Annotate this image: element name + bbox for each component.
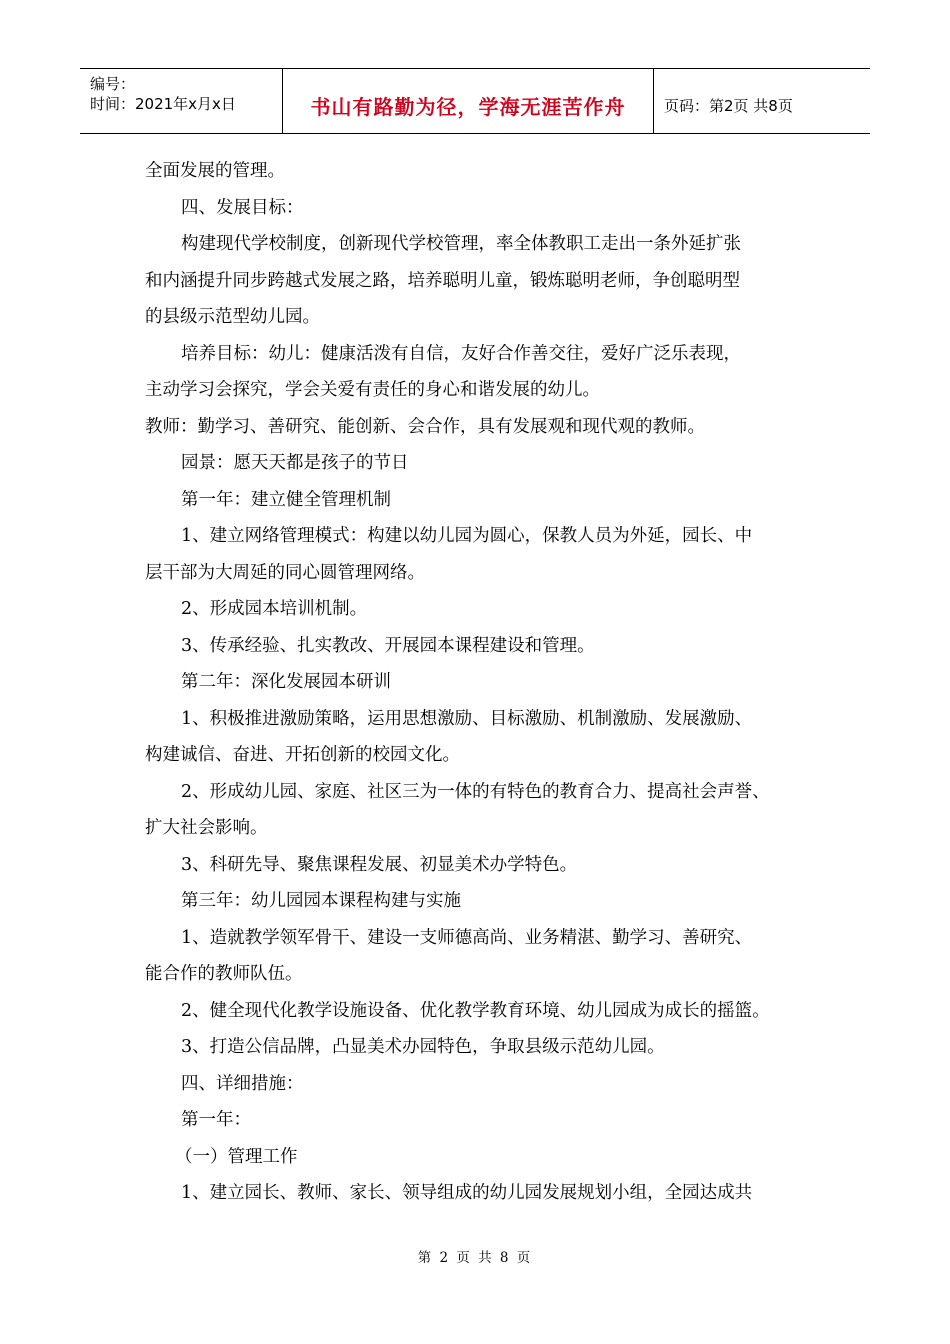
body-line: 2、形成园本培训机制。	[181, 599, 368, 619]
body-line: 1、造就教学领军骨干、建设一支师德高尚、业务精湛、勤学习、善研究、	[181, 927, 753, 948]
subsection-heading: （一）管理工作	[175, 1146, 298, 1167]
section-heading: 四、发展目标：	[181, 197, 304, 218]
body-line: 层干部为大周延的同心圆管理网络。	[145, 562, 425, 583]
body-line: 和内涵提升同步跨越式发展之路，培养聪明儿童，锻炼聪明老师，争创聪明型	[145, 270, 740, 291]
body-line: 2、健全现代化教学设施设备、优化教学教育环境、幼儿园成为成长的摇篮。	[181, 1000, 770, 1021]
serial-number-label: 编号：	[90, 75, 136, 93]
body-line: 构建诚信、奋进、开拓创新的校园文化。	[145, 745, 460, 765]
body-line: 的县级示范型幼儿园。	[145, 307, 320, 327]
date-label: 时间：2021年x月x日	[90, 95, 236, 113]
body-line: 全面发展的管理。	[145, 161, 285, 181]
body-line: 园景：愿天天都是孩子的节日	[181, 453, 409, 473]
header-meta	[80, 69, 282, 133]
body-line: 1、积极推进激励策略，运用思想激励、目标激励、机制激励、发展激励、	[181, 708, 753, 729]
header-motto: 书山有路勤为径，学海无涯苦作舟	[282, 69, 654, 133]
subsection-heading: 第一年：建立健全管理机制	[181, 489, 391, 510]
body-line: 1、建立网络管理模式：构建以幼儿园为圆心，保教人员为外延，园长、中	[181, 526, 753, 546]
section-heading: 四、详细措施：	[181, 1073, 304, 1094]
subsection-heading: 第一年：	[181, 1110, 251, 1130]
header-page-info: 页码：第2页 共8页	[664, 97, 793, 115]
body-line: 1、建立园长、教师、家长、领导组成的幼儿园发展规划小组，全园达成共	[181, 1183, 753, 1203]
subsection-heading: 第三年：幼儿园园本课程构建与实施	[181, 891, 461, 911]
body-line: 培养目标：幼儿：健康活泼有自信，友好合作善交往，爱好广泛乐表现，	[181, 343, 741, 364]
body-line: 2、形成幼儿园、家庭、社区三为一体的有特色的教育合力、提高社会声誉、	[181, 781, 770, 802]
body-line: 3、科研先导、聚焦课程发展、初显美术办学特色。	[181, 854, 578, 875]
body-line: 构建现代学校制度，创新现代学校管理，率全体教职工走出一条外延扩张	[181, 234, 741, 254]
page-footer: 第 2 页 共 8 页	[417, 1250, 533, 1266]
body-line: 主动学习会探究，学会关爱有责任的身心和谐发展的幼儿。	[145, 380, 600, 400]
document-header	[80, 68, 870, 134]
body-line: 扩大社会影响。	[145, 818, 268, 838]
body-line: 3、打造公信品牌，凸显美术办园特色，争取县级示范幼儿园。	[181, 1037, 665, 1057]
body-line: 能合作的教师队伍。	[145, 964, 303, 984]
subsection-heading: 第二年：深化发展园本研训	[181, 672, 391, 692]
document-body	[145, 157, 825, 1216]
body-line: 教师：勤学习、善研究、能创新、会合作，具有发展观和现代观的教师。	[145, 416, 705, 437]
body-line: 3、传承经验、扎实教改、开展园本课程建设和管理。	[181, 635, 595, 656]
